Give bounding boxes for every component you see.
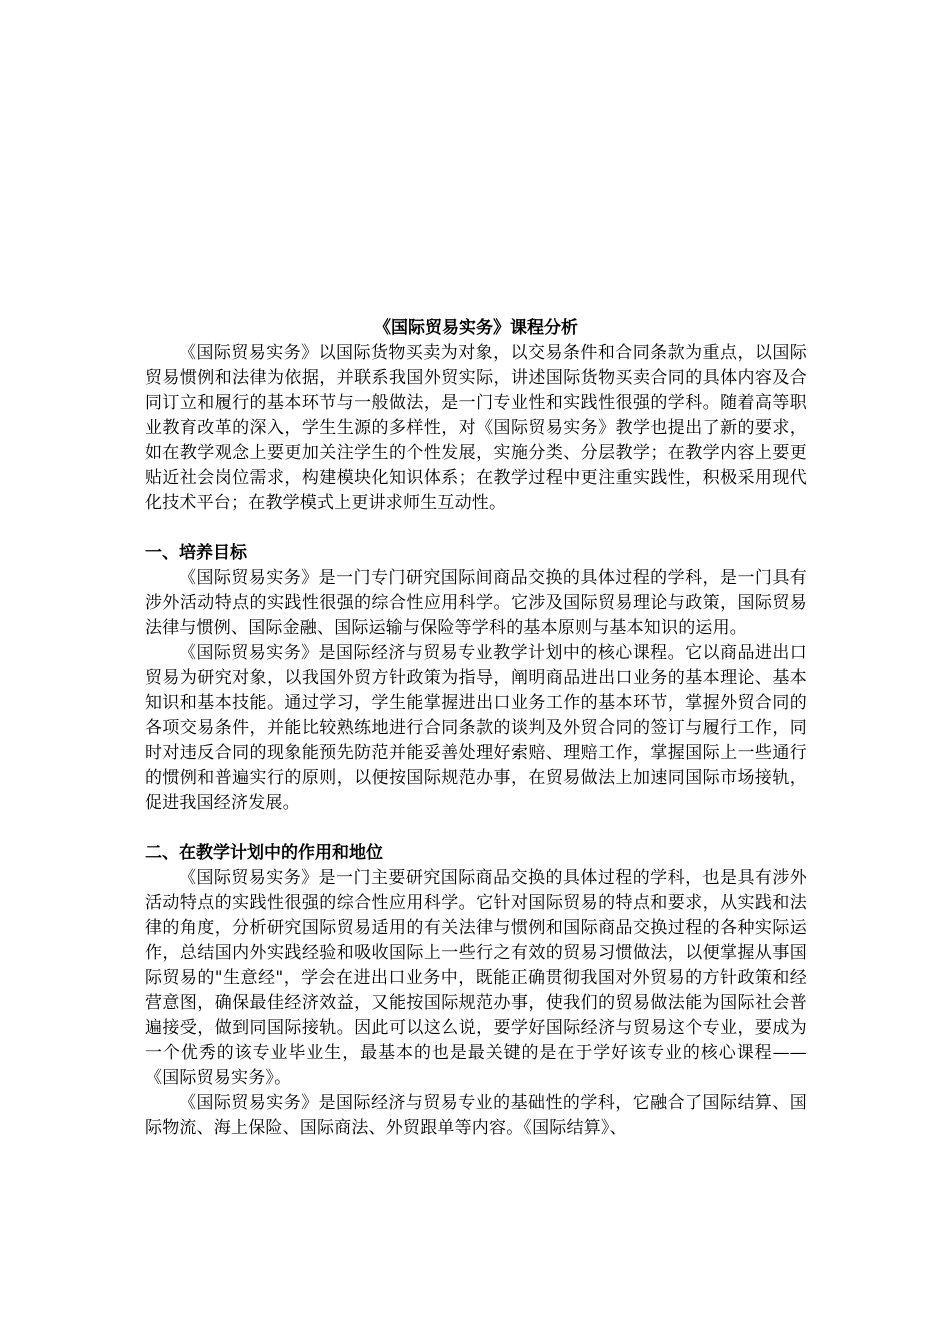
paragraph: 《国际贸易实务》是一门主要研究国际商品交换的具体过程的学科，也是具有涉外活动特点的实践性很强的综合性应用科学。它针对国际贸易的特点和要求，从实践和法律的角度，分析研究国际贸易适用的有关法律与惯例和国际商品交换过程的各种实际运作，总结国内外实践经验和吸收国际上一些行之有效的贸易习惯做法，以便掌握从事国际贸易的"生意经"，学会在进出口业务中，既能正确贯彻我国对外贸易的方针政策和经营意图，确保最佳经济效益，又能按国际规范办事，使我们的贸易做法能为国际社会普遍接受，做到同国际接轨。因此可以这么说，要学好国际经济与贸易这个专业，要成为一个优秀的该专业毕业生，最基本的也是最关键的是在于学好该专业的核心课程——《国际贸易实务》。 — [145, 868, 807, 1088]
paragraph: 《国际贸易实务》是一门专门研究国际间商品交换的具体过程的学科，是一门具有涉外活动特点的实践性很强的综合性应用科学。它涉及国际贸易理论与政策，国际贸易法律与惯例、国际金融、国际运输与保险等学科的基本原则与基本知识的运用。 — [145, 568, 807, 638]
document-body — [145, 316, 807, 1141]
section-heading: 二、在教学计划中的作用和地位 — [145, 843, 383, 863]
paragraph: 《国际贸易实务》是国际经济与贸易专业的基础性的学科，它融合了国际结算、国际物流、海上保险、国际商法、外贸跟单等内容。《国际结算》、 — [145, 1093, 807, 1138]
section-training-goals — [145, 541, 807, 816]
page-title: 《国际贸易实务》课程分析 — [374, 318, 578, 338]
section-role-and-position — [145, 841, 807, 1141]
paragraph: 《国际贸易实务》是国际经济与贸易专业教学计划中的核心课程。它以商品进出口贸易为研究对象，以我国外贸方针政策为指导，阐明商品进出口业务的基本理论、基本知识和基本技能。通过学习，学生能掌握进出口业务工作的基本环节，掌握外贸合同的各项交易条件，并能比较熟练地进行合同条款的谈判及外贸合同的签订与履行工作，同时对违反合同的现象能预先防范并能妥善处理好索赔、理赔工作，掌握国际上一些通行的惯例和普遍实行的原则，以便按国际规范办事，在贸易做法上加速同国际市场接轨，促进我国经济发展。 — [145, 643, 807, 813]
intro-paragraph: 《国际贸易实务》以国际货物买卖为对象，以交易条件和合同条款为重点，以国际贸易惯例和法律为依据，并联系我国外贸实际，讲述国际货物买卖合同的具体内容及合同订立和履行的基本环节与一般做法，是一门专业性和实践性很强的学科。随着高等职业教育改革的深入，学生生源的多样性，对《国际贸易实务》教学也提出了新的要求，如在教学观念上要更加关注学生的个性发展，实施分类、分层教学；在教学内容上要更贴近社会岗位需求，构建模块化知识体系；在教学过程中更注重实践性，积极采用现代化技术平台；在教学模式上更讲求师生互动性。 — [145, 343, 807, 513]
section-heading: 一、培养目标 — [145, 543, 247, 563]
